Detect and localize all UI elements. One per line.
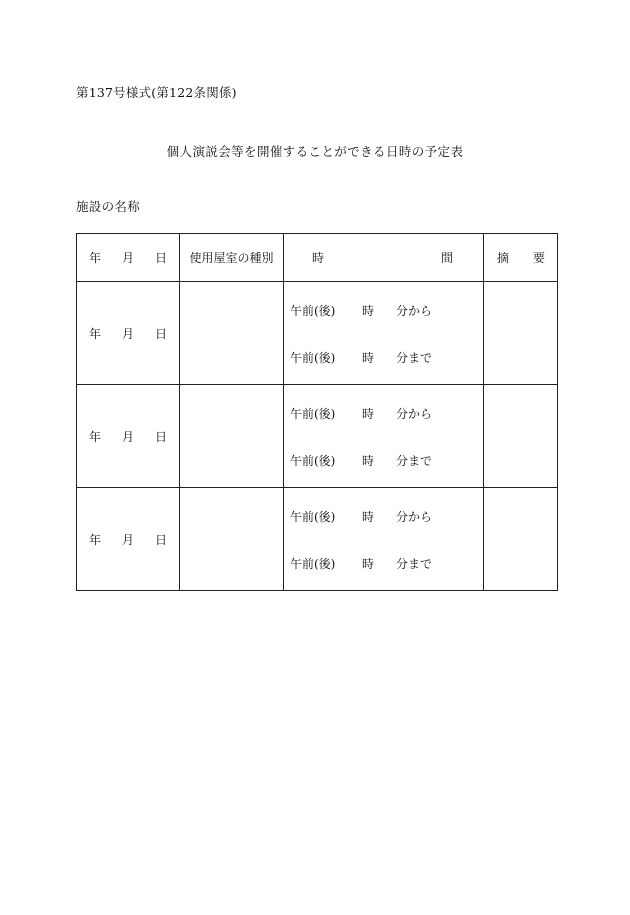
table-row xyxy=(77,385,558,488)
time-from-ampm: 午前(後) xyxy=(290,406,336,421)
document-title: 個人演説会等を開催することができる日時の予定表 xyxy=(166,144,464,159)
date-day: 日 xyxy=(154,326,167,341)
header-room-label: 使用屋室の種別 xyxy=(189,251,274,265)
header-date-day: 日 xyxy=(154,251,167,265)
time-to-minute: 分まで xyxy=(396,453,433,468)
time-to-ampm: 午前(後) xyxy=(290,556,336,571)
row-date-cell[interactable] xyxy=(77,385,180,488)
table-row xyxy=(77,488,558,591)
time-to-hour: 時 xyxy=(362,556,375,571)
time-from xyxy=(284,402,483,426)
time-to xyxy=(284,346,483,370)
header-time-left: 時 xyxy=(312,251,325,265)
header-date xyxy=(77,234,180,282)
row-room-cell[interactable] xyxy=(180,282,284,385)
time-to-minute: 分まで xyxy=(396,556,433,571)
time-to-hour: 時 xyxy=(362,350,375,365)
header-date-year: 年 xyxy=(89,251,102,265)
header-date-month: 月 xyxy=(121,251,134,265)
row-date-cell[interactable] xyxy=(77,282,180,385)
date-year: 年 xyxy=(89,326,102,341)
time-from-hour: 時 xyxy=(362,406,375,421)
table-row xyxy=(77,282,558,385)
header-row xyxy=(77,234,558,282)
form-number: 第137号様式(第122条関係) xyxy=(76,85,237,100)
time-from-ampm: 午前(後) xyxy=(290,509,336,524)
row-remarks-cell[interactable] xyxy=(484,282,558,385)
date-year: 年 xyxy=(89,429,102,444)
time-to xyxy=(284,552,483,576)
time-to xyxy=(284,449,483,473)
header-time-right: 間 xyxy=(440,251,453,265)
header-remarks-right: 要 xyxy=(532,251,545,265)
date-day: 日 xyxy=(154,532,167,547)
time-from-minute: 分から xyxy=(396,509,433,524)
date-month: 月 xyxy=(121,429,134,444)
header-room xyxy=(180,234,284,282)
date-month: 月 xyxy=(121,532,134,547)
schedule-table xyxy=(76,233,558,591)
header-remarks-left: 摘 xyxy=(497,251,510,265)
time-from-hour: 時 xyxy=(362,303,375,318)
row-remarks-cell[interactable] xyxy=(484,488,558,591)
time-from-ampm: 午前(後) xyxy=(290,303,336,318)
time-to-minute: 分まで xyxy=(396,350,433,365)
row-time-cell[interactable] xyxy=(284,282,484,385)
row-time-cell[interactable] xyxy=(284,488,484,591)
time-from xyxy=(284,505,483,529)
date-day: 日 xyxy=(154,429,167,444)
row-room-cell[interactable] xyxy=(180,488,284,591)
facility-name-label: 施設の名称 xyxy=(76,199,141,214)
date-year: 年 xyxy=(89,532,102,547)
time-from-minute: 分から xyxy=(396,303,433,318)
time-to-ampm: 午前(後) xyxy=(290,350,336,365)
time-from-minute: 分から xyxy=(396,406,433,421)
row-remarks-cell[interactable] xyxy=(484,385,558,488)
row-date-cell[interactable] xyxy=(77,488,180,591)
header-remarks xyxy=(484,234,558,282)
header-time xyxy=(284,234,484,282)
row-time-cell[interactable] xyxy=(284,385,484,488)
row-room-cell[interactable] xyxy=(180,385,284,488)
date-month: 月 xyxy=(121,326,134,341)
time-to-ampm: 午前(後) xyxy=(290,453,336,468)
time-from-hour: 時 xyxy=(362,509,375,524)
time-to-hour: 時 xyxy=(362,453,375,468)
time-from xyxy=(284,299,483,323)
